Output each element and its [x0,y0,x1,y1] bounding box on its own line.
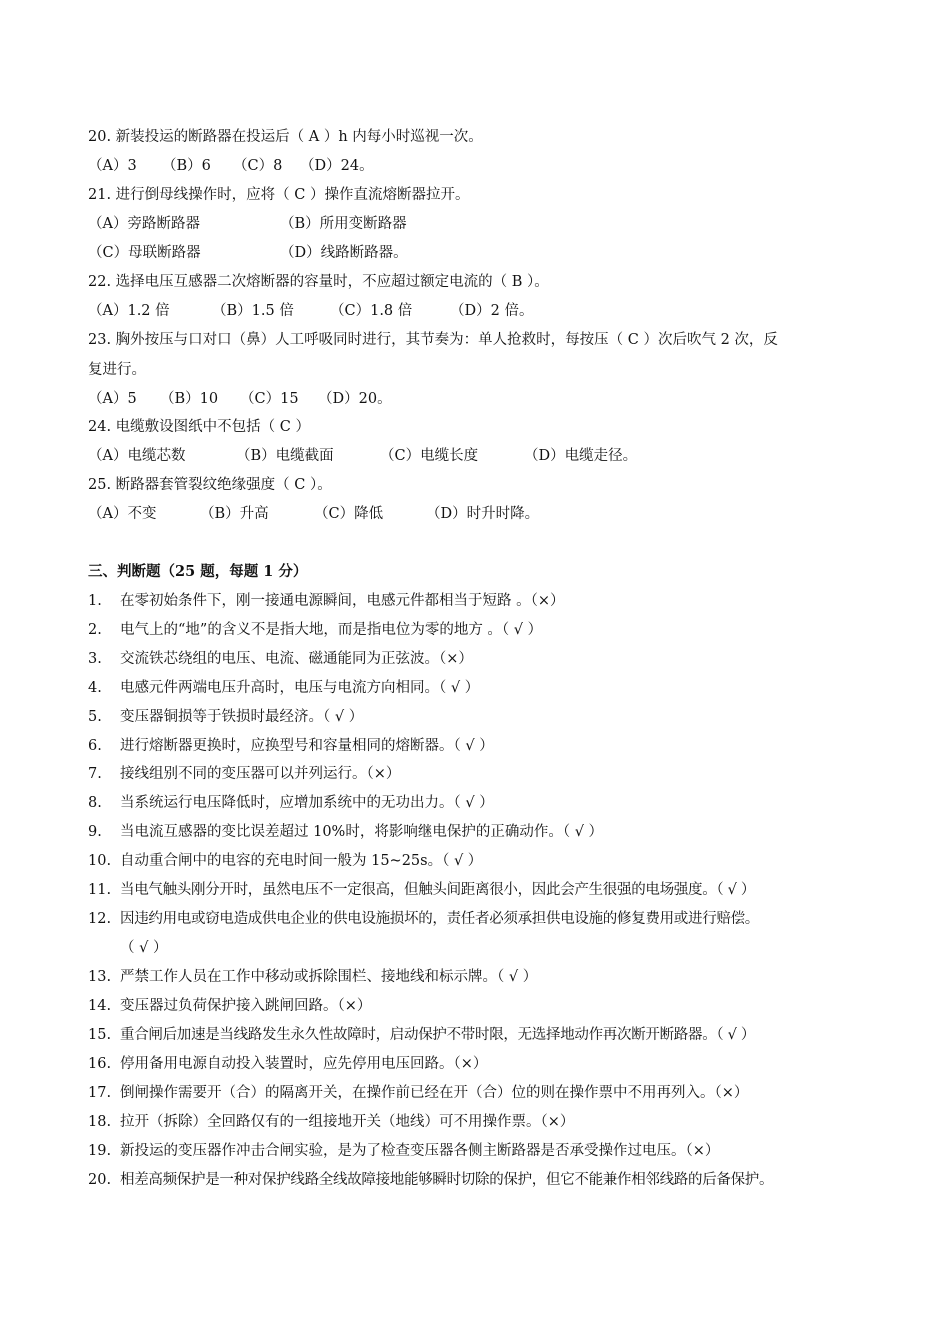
question-24-stem: 24. 电缆敷设图纸中不包括（ C ） [88,419,310,435]
judgment-item-number: 11. [88,882,112,898]
judgment-item-text-continued: （ √ ） [120,940,168,956]
question-22-stem: 22. 选择电压互感器二次熔断器的容量时，不应超过额定电流的（ B ）。 [88,274,549,290]
q25-option-c: （C）降低 [314,506,384,522]
judgment-item-number: 10. [88,853,112,869]
judgment-item-text: 当系统运行电压降低时，应增加系统中的无功出力。（ √ ） [120,795,494,811]
judgment-item-text: 相差高频保护是一种对保护线路全线故障接地能够瞬时切除的保护，但它不能兼作相邻线路的后备保护。 [120,1172,774,1188]
judgment-item-number: 13. [88,969,112,985]
q21-option-a: （A）旁路断路器 [88,216,200,232]
q21-option-d: （D）线路断路器。 [280,245,408,261]
judgment-item-number: 2. [88,622,102,638]
judgment-item-text: 变压器铜损等于铁损时最经济。（ √ ） [120,709,364,725]
section-heading-judgment: 三、判断题（25 题，每题 1 分） [88,563,308,580]
judgment-item-number: 3. [88,651,102,667]
q20-option-d: （D）24。 [300,158,374,174]
q23-option-d: （D）20。 [318,391,392,407]
judgment-item-text: 重合闸后加速是当线路发生永久性故障时，启动保护不带时限，无选择地动作再次断开断路器。（ √ ） [120,1027,756,1043]
judgment-item-text: 新投运的变压器作冲击合闸实验，是为了检查变压器各侧主断路器是否承受操作过电压。（×） [120,1143,720,1159]
judgment-item-number: 14. [88,998,112,1014]
judgment-item-text: 电气上的“地”的含义不是指大地，而是指电位为零的地方 。（ √ ） [120,622,543,638]
q22-option-d: （D）2 倍。 [450,303,534,319]
judgment-item-text: 变压器过负荷保护接入跳闸回路。（×） [120,998,372,1014]
q21-option-b: （B）所用变断路器 [280,216,407,232]
q22-option-b: （B）1.5 倍 [212,303,294,319]
q21-option-c: （C）母联断路器 [88,245,201,261]
judgment-item-number: 5. [88,709,102,725]
question-23-stem: 23. 胸外按压与口对口（鼻）人工呼吸同时进行，其节奏为：单人抢救时，每按压（ C ）次后吹气 2 次，反 [88,332,778,348]
judgment-item-number: 12. [88,911,112,927]
q23-option-a: （A）5 [88,391,137,407]
q20-option-c: （C）8 [233,158,283,174]
question-21-stem: 21. 进行倒母线操作时，应将（ C ）操作直流熔断器拉开。 [88,187,470,203]
q22-option-c: （C）1.8 倍 [330,303,413,319]
judgment-item-text: 因违约用电或窃电造成供电企业的供电设施损坏的，责任者必须承担供电设施的修复费用或进行赔偿。 [120,911,759,927]
judgment-item-text: 严禁工作人员在工作中移动或拆除围栏、接地线和标示牌。（ √ ） [120,969,538,985]
q25-option-b: （B）升高 [200,506,269,522]
q25-option-a: （A）不变 [88,506,157,522]
judgment-item-number: 17. [88,1085,112,1101]
q23-option-c: （C）15 [240,391,299,407]
q24-option-d: （D）电缆走径。 [524,448,638,464]
judgment-item-number: 4. [88,680,102,696]
q20-option-a: （A）3 [88,158,137,174]
judgment-item-text: 拉开（拆除）全回路仅有的一组接地开关（地线）可不用操作票。（×） [120,1114,575,1130]
judgment-item-text: 自动重合闸中的电容的充电时间一般为 15~25s。（ √ ） [120,853,483,869]
q24-option-c: （C）电缆长度 [380,448,479,464]
judgment-item-text: 当电流互感器的变比误差超过 10%时，将影响继电保护的正确动作。（ √ ） [120,824,604,840]
judgment-item-text: 倒闸操作需要开（合）的隔离开关，在操作前已经在开（合）位的则在操作票中不用再列入。（×） [120,1085,749,1101]
question-25-stem: 25. 断路器套管裂纹绝缘强度（ C ）。 [88,477,332,493]
judgment-item-text: 进行熔断器更换时，应换型号和容量相同的熔断器。（ √ ） [120,738,494,754]
judgment-item-number: 18. [88,1114,112,1130]
judgment-item-text: 停用备用电源自动投入装置时，应先停用电压回路。（×） [120,1056,488,1072]
judgment-item-text: 接线组别不同的变压器可以并列运行。（×） [120,766,401,782]
q25-option-d: （D）时升时降。 [426,506,540,522]
question-20-stem: 20. 新装投运的断路器在投运后（ A ）h 内每小时巡视一次。 [88,129,483,145]
judgment-item-number: 16. [88,1056,112,1072]
q22-option-a: （A）1.2 倍 [88,303,170,319]
judgment-item-number: 1. [88,593,102,609]
question-23-stem-continued: 复进行。 [88,362,146,378]
judgment-item-number: 8. [88,795,102,811]
judgment-item-number: 15. [88,1027,112,1043]
q24-option-a: （A）电缆芯数 [88,448,186,464]
judgment-item-text: 交流铁芯绕组的电压、电流、磁通能同为正弦波。（×） [120,651,473,667]
q20-option-b: （B）6 [162,158,211,174]
judgment-item-number: 19. [88,1143,112,1159]
q23-option-b: （B）10 [160,391,219,407]
judgment-item-text: 电感元件两端电压升高时，电压与电流方向相同。（ √ ） [120,680,480,696]
q24-option-b: （B）电缆截面 [236,448,334,464]
judgment-item-text: 在零初始条件下，刚一接通电源瞬间，电感元件都相当于短路 。（×） [120,593,565,609]
judgment-item-number: 20. [88,1172,112,1188]
judgment-item-number: 6. [88,738,102,754]
judgment-item-number: 9. [88,824,102,840]
judgment-item-text: 当电气触头刚分开时，虽然电压不一定很高，但触头间距离很小，因此会产生很强的电场强度。（ √ ） [120,882,756,898]
judgment-item-number: 7. [88,766,102,782]
